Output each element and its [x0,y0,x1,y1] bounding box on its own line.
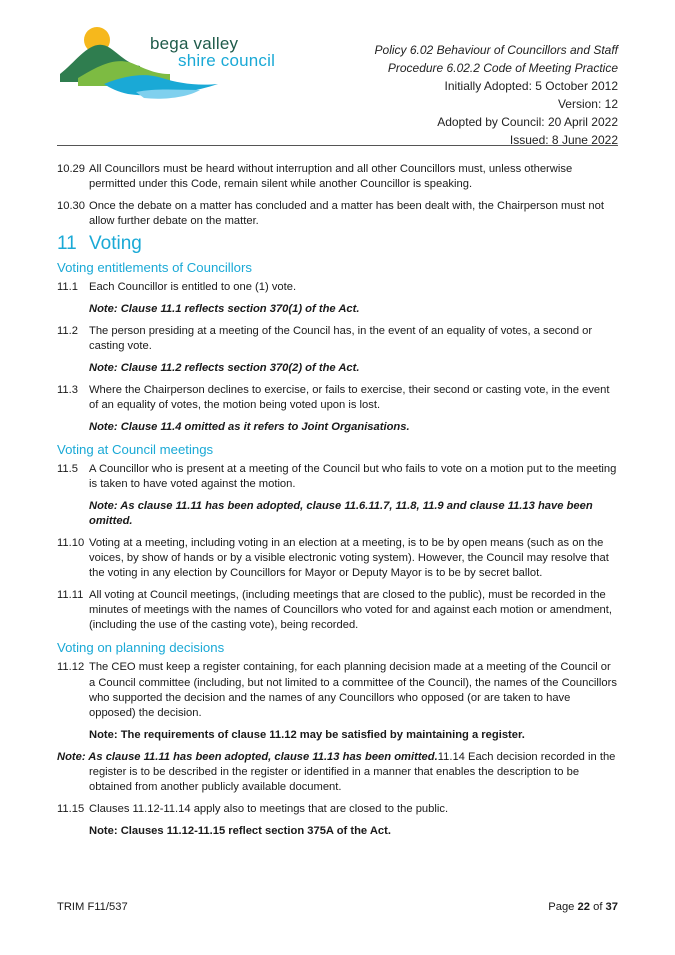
clause-11-15 [57,802,620,817]
note-11-5: Note: As clause 11.11 has been adopted, clause 11.6.11.7, 11.8, 11.9 and clause 11.13 have been omitted. [89,499,593,527]
adopted-by-council: Adopted by Council: 20 April 2022 [437,115,618,129]
note-11-15: Note: Clauses 11.12-11.15 reflect section 375A of the Act. [89,824,391,837]
clause-11-10 [57,536,620,582]
clause-number: 11.10 [57,536,85,549]
clause-11-14 [57,750,620,796]
issued-date: Issued: 8 June 2022 [509,133,618,147]
clause-11-2 [57,324,620,354]
version: Version: 12 [557,97,618,111]
clause-number: 11.2 [57,325,78,337]
document-body [57,162,620,845]
clause-number: 10.29 [57,163,85,175]
policy-title: Policy 6.02 Behaviour of Councillors and Staff [374,43,618,57]
clause-11-11 [57,588,620,634]
page-header [0,0,675,150]
current-page: 22 [577,901,590,913]
clause-11-5 [57,462,620,492]
clause-text: Once the debate on a matter has concluded and a matter has been dealt with, the Chairperson must not allow further debate on the matter. [89,200,604,228]
section-title: Voting [89,233,142,254]
note-11-1: Note: Clause 11.1 reflects section 370(1) of the Act. [89,303,360,316]
subheading-voting-at-meetings: Voting at Council meetings [57,441,214,457]
subheading-planning-decisions: Voting on planning decisions [57,640,225,656]
clause-text: Each Councillor is entitled to one (1) vote. [89,281,297,294]
logo-text-shire-council: shire council [178,51,276,70]
clause-text: Voting at a meeting, including voting in an election at a meeting, is to be by open means (such as on the voices, by show of hands or by a visible electronic voting system). However, the Council may resolve that the voting in any election by Councillors for Mayor or Deputy Mayor is to be by secret ballot. [89,536,609,580]
clause-text: A Councillor who is present at a meeting of the Council but who fails to vote on a motion put to the meeting is taken to have voted against the motion. [89,462,617,490]
clause-10-29 [57,162,620,192]
logo-text-bega-valley: bega valley [150,34,239,53]
page-label: Page [548,901,575,913]
section-heading-voting [57,233,620,254]
note-11-12: Note: The requirements of clause 11.12 may be satisfied by maintaining a register. [89,728,525,741]
document-metadata [375,41,618,149]
clause-number: 11.12 [57,661,85,674]
total-pages: 37 [605,901,618,913]
clause-text: The person presiding at a meeting of the Council has, in the event of an equality of votes, a second or casting vote. [89,325,593,353]
initially-adopted: Initially Adopted: 5 October 2012 [444,79,618,93]
clause-text: All voting at Council meetings, (including meetings that are closed to the public), must be recorded in the minutes of meetings with the names of Councillors who voted for and against each motion or amendment, (including the use of the casting vote), being recorded. [89,589,612,632]
clause-11-12 [57,660,620,721]
trim-reference: TRIM F11/537 [57,901,128,913]
clause-number: 11.5 [57,462,78,475]
clause-number: 11.3 [57,383,78,396]
clause-number: 11.15 [57,802,85,815]
clause-11-3 [57,383,620,413]
section-number: 11 [57,233,77,254]
procedure-title: Procedure 6.02.2 Code of Meeting Practice [387,61,618,75]
clause-number: 11.11 [57,589,84,601]
clause-number: 10.30 [57,200,85,212]
header-divider [57,145,618,146]
of-label: of [593,901,603,913]
clause-11-14-text: 11.14 Each decision recorded in the register is to be described in the register or identified in a manner that enables the description to be obtained from another publicly available document. [89,750,616,794]
subheading-voting-entitlements: Voting entitlements of Councillors [57,260,252,276]
clause-text: Where the Chairperson declines to exercise, or fails to exercise, their second or casting vote, in the event of an equality of votes, the motion being voted upon is lost. [89,383,610,411]
clause-text: Clauses 11.12-11.14 apply also to meetings that are closed to the public. [89,802,449,815]
page-number [548,901,618,913]
clause-text: The CEO must keep a register containing, for each planning decision made at a meeting of the Council or a Council committee (including, but not limited to a committee of the Council), the names of the Councillors who supported the decision and the names of any Councillors who opposed (or are taken to have opposed) the decision. [89,661,617,720]
clause-number: 11.1 [57,281,78,294]
clause-text: All Councillors must be heard without interruption and all other Councillors must, unless otherwise permitted under this Code, remain silent while another Councillor is speaking. [89,163,573,191]
clause-10-30 [57,199,620,229]
note-11-4: Note: Clause 11.4 omitted as it refers to Joint Organisations. [89,420,410,433]
note-11-13: Note: As clause 11.11 has been adopted, clause 11.13 has been omitted. [57,750,438,763]
note-11-2: Note: Clause 11.2 reflects section 370(2) of the Act. [89,362,360,374]
clause-11-1 [57,280,620,295]
